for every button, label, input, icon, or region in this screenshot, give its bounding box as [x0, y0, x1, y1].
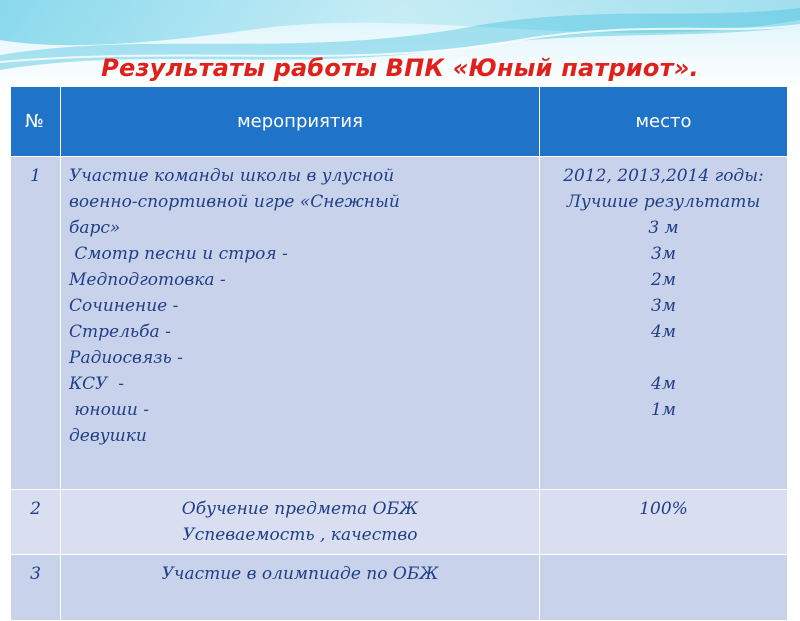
place-line [541, 345, 786, 371]
event-line: Сочинение - [69, 296, 179, 316]
table-row [11, 490, 788, 555]
row-events [61, 555, 540, 621]
place-line: 100% [639, 499, 688, 519]
event-line: юноши - [69, 400, 150, 420]
event-line: Радиосвязь - [69, 348, 183, 368]
place-line: 4м [651, 374, 676, 394]
event-line: КСУ - [69, 374, 125, 394]
place-line: Лучшие результаты [566, 192, 761, 212]
event-line: Стрельба - [69, 322, 171, 342]
row-place [540, 157, 788, 490]
event-line: Медподготовка - [69, 270, 226, 290]
header-num: № [11, 87, 61, 157]
row-events [61, 157, 540, 490]
table-row [11, 157, 788, 490]
place-line: 1м [651, 400, 676, 420]
place-line: 2012, 2013,2014 годы: [563, 166, 764, 186]
event-line: Смотр песни и строя - [69, 244, 288, 264]
table-row [11, 555, 788, 621]
event-line: девушки [69, 426, 147, 446]
page-title: Результаты работы ВПК «Юный патриот». [101, 54, 699, 82]
event-line: барс» [69, 218, 121, 238]
event-line: Обучение предмета ОБЖ [181, 499, 419, 519]
row-place [540, 555, 788, 621]
row-place [540, 490, 788, 555]
event-line: Участие в олимпиаде по ОБЖ [161, 564, 439, 584]
event-line: Участие команды школы в улусной [69, 166, 395, 186]
place-line: 4м [651, 322, 676, 342]
row-num: 2 [11, 490, 61, 555]
row-events [61, 490, 540, 555]
place-line: 3м [651, 296, 676, 316]
results-table [10, 86, 788, 621]
header-events: мероприятия [61, 87, 540, 157]
row-num: 3 [11, 555, 61, 621]
event-line: Успеваемость , качество [182, 525, 418, 545]
row-num: 1 [11, 157, 61, 490]
place-line: 3м [651, 244, 676, 264]
table-header-row [11, 87, 788, 157]
event-line: военно-спортивной игре «Снежный [69, 192, 400, 212]
place-line: 3 м [648, 218, 679, 238]
place-line: 2м [651, 270, 676, 290]
header-place: место [540, 87, 788, 157]
